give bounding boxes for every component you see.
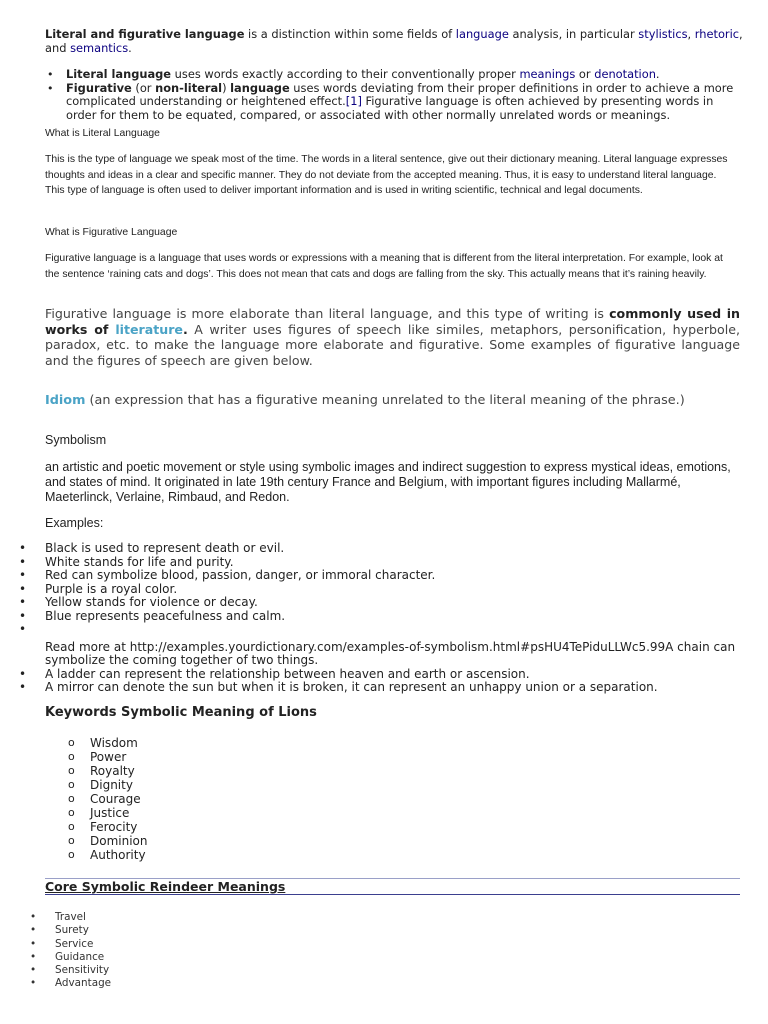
list-item-literal — [45, 68, 745, 82]
list-item-figurative — [45, 82, 745, 123]
list-item — [0, 951, 111, 964]
bullet-icon: • — [19, 554, 27, 569]
figurative-text: Figurative language is often achieved by presenting words in order for them to be equated, compared, or associated with other normally unrelated words or meanings. — [66, 94, 714, 122]
circle-bullet-icon: o — [68, 834, 75, 847]
list-item — [0, 911, 111, 924]
elaborate-bold: . — [182, 321, 188, 337]
intro-paragraph — [45, 27, 745, 55]
intro-text: is a distinction within some fields of — [244, 27, 456, 41]
lion-keyword: Dignity — [90, 778, 133, 792]
link-denotation[interactable]: denotation — [594, 67, 656, 81]
bullet-icon: • — [19, 680, 27, 694]
reindeer-meaning: Sensitivity — [55, 964, 110, 977]
literal-text: uses words exactly according to their conventionally proper — [171, 67, 520, 81]
link-idiom[interactable]: Idiom — [45, 393, 86, 408]
bullet-icon: • — [30, 977, 37, 990]
list-item-text: White stands for life and purity. — [45, 554, 234, 569]
reindeer-meanings-list — [0, 911, 111, 991]
intro-text: analysis, in particular — [508, 27, 639, 41]
list-item — [0, 977, 111, 990]
lion-keyword: Ferocity — [90, 820, 138, 834]
circle-bullet-icon: o — [68, 806, 75, 819]
lion-keyword: Authority — [90, 848, 146, 862]
list-item — [0, 556, 740, 570]
list-item-text: Blue represents peacefulness and calm. — [45, 608, 286, 623]
list-item — [0, 542, 740, 556]
lion-keyword: Justice — [90, 806, 130, 820]
circle-bullet-icon: o — [68, 764, 75, 777]
reindeer-meaning: Advantage — [55, 977, 112, 990]
lion-keyword: Courage — [90, 792, 141, 806]
bullet-icon: • — [19, 568, 27, 582]
figurative-text: (or — [131, 80, 156, 95]
lion-keyword: Dominion — [90, 834, 148, 848]
language-types-list — [45, 68, 745, 122]
circle-bullet-icon: o — [68, 750, 75, 763]
list-item — [68, 834, 148, 848]
reindeer-meaning: Guidance — [55, 950, 105, 963]
list-item-text: Yellow stands for violence or decay. — [45, 595, 258, 609]
reindeer-meanings-title: Core Symbolic Reindeer Meanings — [45, 879, 286, 894]
list-item — [68, 764, 148, 778]
list-item-text: A mirror can denote the sun but when it is broken, it can represent an unhappy union or a separation. — [45, 680, 658, 694]
list-item-text: Red can symbolize blood, passion, danger, or immoral character. — [45, 568, 436, 582]
list-item — [68, 792, 148, 806]
literal-paragraph: This is the type of language we speak most of the time. The words in a literal sentence, give out their dictionary meaning. Literal language expresses thoughts and ideas in a clear and specific manner. They do not deviate from the accepted meaning. Thus, it is easy to understand literal language. This type of language is often used to deliver important information and is used in writing scientific, technical and legal documents. — [45, 154, 728, 196]
literal-heading: What is Literal Language — [45, 128, 160, 139]
citation-link[interactable]: [1] — [345, 94, 362, 108]
symbolism-title: Symbolism — [45, 433, 107, 447]
list-item — [0, 596, 740, 610]
literal-text: or — [575, 67, 595, 81]
figurative-heading: What is Figurative Language — [45, 227, 178, 238]
bullet-icon: • — [47, 81, 54, 95]
bullet-icon: • — [19, 666, 27, 681]
circle-bullet-icon: o — [68, 820, 75, 833]
list-item — [0, 668, 740, 682]
bullet-icon: • — [30, 964, 37, 977]
examples-title: Examples: — [45, 516, 104, 530]
circle-bullet-icon: o — [68, 848, 75, 861]
literal-term: Literal language — [66, 67, 172, 81]
list-item-text: A ladder can represent the relationship between heaven and earth or ascension. — [45, 666, 530, 681]
bullet-icon: • — [19, 622, 27, 636]
figurative-text: ) — [222, 80, 231, 95]
elaborate-paragraph — [45, 306, 740, 369]
intro-text: , — [687, 27, 695, 41]
list-item-text: Black is used to represent death or evil. — [45, 541, 285, 555]
bullet-icon: • — [47, 68, 54, 81]
literal-text: . — [655, 67, 660, 81]
list-item — [0, 610, 740, 624]
bullet-icon: • — [30, 950, 37, 963]
bullet-icon: • — [30, 911, 37, 923]
lion-keyword: Power — [90, 750, 127, 764]
elaborate-text: Figurative language is more elaborate than literal language, and this type of writing is — [45, 306, 610, 321]
list-item — [0, 583, 740, 597]
elaborate-text: A writer uses figures of speech like similes, metaphors, personification, hyperbole, paradox, etc. to make the language more elaborate and figurative. Some examples of figurative language and the figures of speech are given below. — [45, 321, 740, 369]
list-item — [68, 736, 148, 750]
lion-keywords-list — [68, 736, 148, 862]
intro-text: . — [128, 41, 132, 55]
link-rhetoric[interactable]: rhetoric — [694, 27, 740, 41]
circle-bullet-icon: o — [68, 792, 75, 805]
lion-keywords-title: Keywords Symbolic Meaning of Lions — [45, 705, 317, 720]
bullet-icon: • — [30, 937, 37, 950]
circle-bullet-icon: o — [68, 736, 75, 749]
color-examples-list — [0, 542, 740, 695]
language-term: language — [230, 80, 290, 95]
list-item — [0, 964, 111, 977]
link-language[interactable]: language — [455, 27, 509, 41]
idiom-line — [45, 393, 745, 408]
list-item — [68, 806, 148, 820]
link-stylistics[interactable]: stylistics — [638, 27, 688, 41]
link-semantics[interactable]: semantics — [70, 41, 129, 55]
list-item — [68, 848, 148, 862]
bullet-icon: • — [19, 541, 27, 555]
read-more-text: Read more at http://examples.yourdictionary.com/examples-of-symbolism.html#psHU4TePiduLLWc5.99A chain can symbolize the coming together of two things. — [45, 639, 736, 667]
link-meanings[interactable]: meanings — [519, 67, 576, 81]
non-literal-term: non-literal — [155, 80, 223, 95]
link-literature[interactable]: literature — [115, 321, 183, 337]
bullet-icon: • — [19, 595, 27, 609]
reindeer-meaning: Travel — [55, 911, 86, 923]
list-item — [0, 924, 111, 937]
reindeer-meaning: Surety — [55, 924, 89, 937]
reindeer-meaning: Service — [55, 937, 94, 950]
lion-keyword: Royalty — [90, 764, 135, 778]
bullet-icon: • — [30, 924, 37, 937]
idiom-text: (an expression that has a figurative meaning unrelated to the literal meaning of the phrase.) — [85, 393, 685, 408]
circle-bullet-icon: o — [68, 778, 75, 791]
symbolism-description: an artistic and poetic movement or style using symbolic images and indirect suggestion to express mystical ideas, emotions, and states of mind. It originated in late 19th century France and Belgium, with important figures including Mallarmé, Maeterlinck, Verlaine, Rimbaud, and Redon. — [45, 460, 731, 504]
figurative-term: Figurative — [66, 80, 132, 95]
list-item — [68, 778, 148, 792]
elaborate-bold: commonly used in works of — [45, 306, 740, 337]
intro-term: Literal and figurative language — [45, 27, 245, 41]
lion-keyword: Wisdom — [90, 736, 138, 750]
list-item — [0, 938, 111, 951]
read-more-line — [0, 637, 740, 668]
figurative-paragraph: Figurative language is a language that uses words or expressions with a meaning that is different from the literal interpretation. For example, look at the sentence ‘raining cats and dogs’. This does not mean that cats and dogs are falling from the sky. This actually means that it’s raining heavily. — [45, 253, 723, 280]
list-item — [68, 820, 148, 834]
intro-text: , and — [45, 27, 743, 55]
list-item — [0, 681, 740, 695]
bullet-icon: • — [19, 608, 27, 623]
list-item-text: Purple is a royal color. — [45, 581, 178, 596]
figurative-text: uses words deviating from their proper definitions in order to achieve a more complicated understanding or heightened effect. — [66, 80, 734, 108]
bullet-icon: • — [19, 581, 27, 596]
list-item — [0, 623, 740, 637]
list-item — [68, 750, 148, 764]
divider — [45, 894, 740, 895]
list-item — [0, 569, 740, 583]
